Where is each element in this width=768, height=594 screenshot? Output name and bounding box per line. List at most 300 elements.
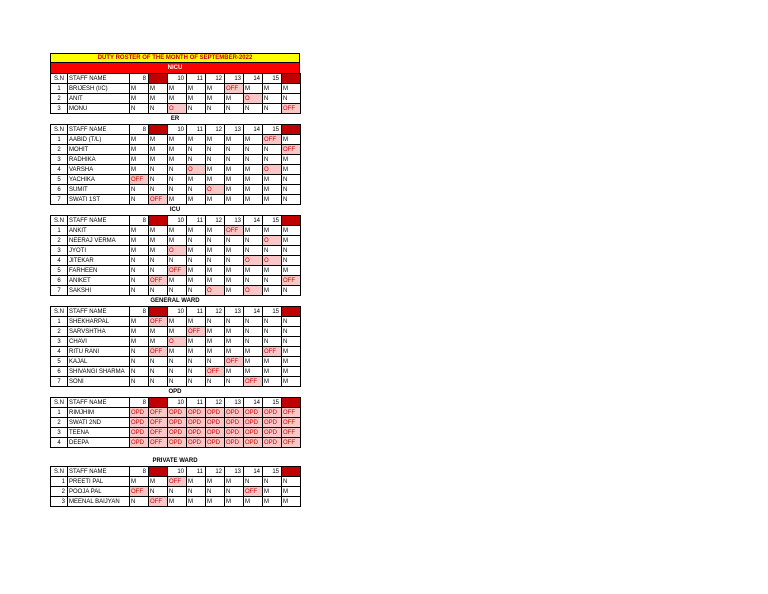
day-header: 11 bbox=[187, 307, 206, 317]
shift-cell: M bbox=[206, 94, 225, 104]
serial-number: 3 bbox=[51, 428, 68, 438]
shift-cell: M bbox=[187, 195, 206, 205]
roster-table bbox=[50, 124, 301, 205]
staff-name: SONI bbox=[68, 377, 130, 387]
shift-cell: N bbox=[130, 497, 149, 507]
day-header: 16 bbox=[282, 467, 301, 477]
staff-name: CHAVI bbox=[68, 337, 130, 347]
day-header: 11 bbox=[187, 216, 206, 226]
serial-number: 6 bbox=[51, 367, 68, 377]
shift-cell: N bbox=[263, 337, 282, 347]
staff-name: RITU RANI bbox=[68, 347, 130, 357]
table-row bbox=[51, 276, 301, 286]
day-header: 10 bbox=[168, 467, 187, 477]
shift-cell: OPD bbox=[263, 428, 282, 438]
shift-cell: M bbox=[168, 347, 187, 357]
shift-cell: N bbox=[130, 377, 149, 387]
shift-cell: M bbox=[225, 94, 244, 104]
shift-cell: N bbox=[225, 377, 244, 387]
shift-cell: N bbox=[263, 246, 282, 256]
shift-cell: M bbox=[225, 327, 244, 337]
shift-cell: N bbox=[282, 317, 301, 327]
staff-name: RIMJHIM bbox=[68, 408, 130, 418]
shift-cell: M bbox=[225, 266, 244, 276]
shift-cell: OFF bbox=[282, 418, 301, 428]
shift-cell: M bbox=[130, 337, 149, 347]
shift-cell: N bbox=[206, 377, 225, 387]
shift-cell: OPD bbox=[187, 438, 206, 448]
serial-number: 1 bbox=[51, 477, 68, 487]
serial-number: 6 bbox=[51, 276, 68, 286]
staff-name: MOHIT bbox=[68, 145, 130, 155]
shift-cell: N bbox=[149, 185, 168, 195]
shift-cell: M bbox=[263, 195, 282, 205]
shift-cell: M bbox=[263, 185, 282, 195]
shift-cell: M bbox=[225, 477, 244, 487]
shift-cell: N bbox=[187, 104, 206, 114]
day-header: 13 bbox=[225, 467, 244, 477]
staff-name: DEEPA bbox=[68, 438, 130, 448]
shift-cell: N bbox=[149, 377, 168, 387]
shift-cell: OPD bbox=[225, 408, 244, 418]
staff-name: SAKSHI bbox=[68, 286, 130, 296]
shift-cell: M bbox=[282, 487, 301, 497]
shift-cell: M bbox=[225, 276, 244, 286]
shift-cell: OPD bbox=[187, 418, 206, 428]
shift-cell: OFF bbox=[130, 175, 149, 185]
shift-cell: N bbox=[244, 155, 263, 165]
day-header: 16 bbox=[282, 125, 301, 135]
shift-cell: N bbox=[149, 367, 168, 377]
table-row bbox=[51, 94, 301, 104]
shift-cell: N bbox=[130, 357, 149, 367]
shift-cell: OFF bbox=[282, 428, 301, 438]
shift-cell: OPD bbox=[168, 408, 187, 418]
shift-cell: N bbox=[244, 477, 263, 487]
shift-cell: N bbox=[225, 317, 244, 327]
shift-cell: OFF bbox=[149, 408, 168, 418]
staff-name: PREETI PAL bbox=[68, 477, 130, 487]
shift-cell: M bbox=[130, 246, 149, 256]
shift-cell: N bbox=[263, 94, 282, 104]
shift-cell: O bbox=[187, 165, 206, 175]
shift-cell: M bbox=[130, 226, 149, 236]
shift-cell: M bbox=[225, 185, 244, 195]
shift-cell: N bbox=[168, 165, 187, 175]
shift-cell: N bbox=[168, 286, 187, 296]
shift-cell: M bbox=[206, 327, 225, 337]
shift-cell: M bbox=[244, 497, 263, 507]
shift-cell: N bbox=[263, 145, 282, 155]
shift-cell: N bbox=[225, 104, 244, 114]
table-row bbox=[51, 226, 301, 236]
shift-cell: M bbox=[130, 327, 149, 337]
serial-number: 2 bbox=[51, 94, 68, 104]
shift-cell: M bbox=[263, 367, 282, 377]
shift-cell: M bbox=[130, 317, 149, 327]
table-row bbox=[51, 428, 301, 438]
shift-cell: M bbox=[282, 226, 301, 236]
shift-cell: M bbox=[206, 266, 225, 276]
shift-cell: O bbox=[263, 236, 282, 246]
shift-cell: N bbox=[130, 185, 149, 195]
day-header: 9 bbox=[149, 307, 168, 317]
roster-title: DUTY ROSTER OF THE MONTH OF SEPTEMBER-2022 bbox=[50, 53, 300, 63]
section-title: ICU bbox=[169, 207, 181, 213]
shift-cell: N bbox=[130, 195, 149, 205]
shift-cell: N bbox=[225, 155, 244, 165]
shift-cell: M bbox=[168, 276, 187, 286]
table-row bbox=[51, 367, 301, 377]
day-header: 10 bbox=[168, 125, 187, 135]
shift-cell: O bbox=[244, 286, 263, 296]
shift-cell: N bbox=[263, 317, 282, 327]
serial-number: 1 bbox=[51, 226, 68, 236]
day-header: 11 bbox=[187, 467, 206, 477]
day-header: 10 bbox=[168, 74, 187, 84]
shift-cell: OPD bbox=[244, 418, 263, 428]
day-header: 14 bbox=[244, 125, 263, 135]
shift-cell: N bbox=[282, 337, 301, 347]
shift-cell: N bbox=[244, 337, 263, 347]
shift-cell: N bbox=[168, 175, 187, 185]
shift-cell: OFF bbox=[149, 317, 168, 327]
shift-cell: OPD bbox=[263, 438, 282, 448]
serial-number: 3 bbox=[51, 246, 68, 256]
shift-cell: O bbox=[168, 246, 187, 256]
shift-cell: N bbox=[263, 276, 282, 286]
section-title: GENERAL WARD bbox=[150, 298, 200, 304]
day-header: 16 bbox=[282, 216, 301, 226]
shift-cell: N bbox=[244, 145, 263, 155]
shift-cell: N bbox=[282, 195, 301, 205]
staff-name: BRIJESH (I/C) bbox=[68, 84, 130, 94]
shift-cell: OPD bbox=[130, 418, 149, 428]
shift-cell: N bbox=[149, 266, 168, 276]
serial-number: 2 bbox=[51, 236, 68, 246]
day-header: 12 bbox=[206, 398, 225, 408]
shift-cell: OFF bbox=[263, 347, 282, 357]
staff-name: SWATI 1ST bbox=[68, 195, 130, 205]
shift-cell: M bbox=[168, 497, 187, 507]
table-row bbox=[51, 195, 301, 205]
shift-cell: N bbox=[168, 185, 187, 195]
sn-header: S.N bbox=[51, 125, 68, 135]
shift-cell: M bbox=[130, 236, 149, 246]
staff-name: SWATI 2ND bbox=[68, 418, 130, 428]
shift-cell: M bbox=[263, 84, 282, 94]
staff-name: RADHIKA bbox=[68, 155, 130, 165]
shift-cell: N bbox=[282, 94, 301, 104]
shift-cell: N bbox=[263, 155, 282, 165]
day-header: 15 bbox=[263, 74, 282, 84]
shift-cell: M bbox=[206, 497, 225, 507]
shift-cell: OFF bbox=[225, 84, 244, 94]
shift-cell: M bbox=[244, 84, 263, 94]
shift-cell: N bbox=[187, 286, 206, 296]
header-row bbox=[51, 307, 301, 317]
table-row bbox=[51, 347, 301, 357]
roster-table bbox=[50, 215, 301, 296]
serial-number: 3 bbox=[51, 337, 68, 347]
serial-number: 1 bbox=[51, 135, 68, 145]
day-header: 9 bbox=[149, 467, 168, 477]
shift-cell: N bbox=[187, 357, 206, 367]
shift-cell: N bbox=[206, 357, 225, 367]
shift-cell: OPD bbox=[130, 438, 149, 448]
serial-number: 4 bbox=[51, 165, 68, 175]
shift-cell: M bbox=[282, 357, 301, 367]
day-header: 9 bbox=[149, 398, 168, 408]
shift-cell: M bbox=[225, 286, 244, 296]
shift-cell: M bbox=[282, 84, 301, 94]
shift-cell: M bbox=[187, 266, 206, 276]
day-header: 8 bbox=[130, 125, 149, 135]
shift-cell: OFF bbox=[206, 367, 225, 377]
day-header: 15 bbox=[263, 307, 282, 317]
shift-cell: O bbox=[206, 286, 225, 296]
table-row bbox=[51, 438, 301, 448]
shift-cell: M bbox=[149, 135, 168, 145]
day-header: 11 bbox=[187, 74, 206, 84]
shift-cell: M bbox=[263, 286, 282, 296]
roster-table bbox=[50, 397, 301, 448]
shift-cell: OPD bbox=[168, 438, 187, 448]
day-header: 8 bbox=[130, 74, 149, 84]
table-row bbox=[51, 487, 301, 497]
shift-cell: OFF bbox=[168, 477, 187, 487]
shift-cell: M bbox=[206, 276, 225, 286]
day-header: 10 bbox=[168, 216, 187, 226]
section-title: NICU bbox=[50, 63, 300, 73]
shift-cell: OFF bbox=[149, 276, 168, 286]
shift-cell: OPD bbox=[206, 438, 225, 448]
table-row bbox=[51, 155, 301, 165]
staff-name: SARVSHTHA bbox=[68, 327, 130, 337]
shift-cell: N bbox=[187, 256, 206, 266]
shift-cell: OPD bbox=[225, 438, 244, 448]
staff-name: SHEKHARPAL bbox=[68, 317, 130, 327]
shift-cell: M bbox=[168, 195, 187, 205]
day-header: 13 bbox=[225, 307, 244, 317]
shift-cell: M bbox=[149, 145, 168, 155]
shift-cell: OFF bbox=[187, 327, 206, 337]
shift-cell: N bbox=[149, 256, 168, 266]
day-header: 14 bbox=[244, 398, 263, 408]
shift-cell: N bbox=[187, 185, 206, 195]
shift-cell: M bbox=[263, 377, 282, 387]
day-header: 8 bbox=[130, 398, 149, 408]
staff-name: NEERAJ VERMA bbox=[68, 236, 130, 246]
shift-cell: M bbox=[244, 135, 263, 145]
shift-cell: OPD bbox=[168, 418, 187, 428]
staff-name-header: STAFF NAME bbox=[68, 125, 130, 135]
serial-number: 5 bbox=[51, 175, 68, 185]
shift-cell: N bbox=[244, 276, 263, 286]
shift-cell: N bbox=[149, 104, 168, 114]
shift-cell: O bbox=[244, 94, 263, 104]
shift-cell: M bbox=[206, 337, 225, 347]
shift-cell: N bbox=[282, 327, 301, 337]
shift-cell: M bbox=[130, 84, 149, 94]
serial-number: 2 bbox=[51, 418, 68, 428]
serial-number: 3 bbox=[51, 104, 68, 114]
table-row bbox=[51, 165, 301, 175]
shift-cell: OPD bbox=[244, 438, 263, 448]
day-header: 8 bbox=[130, 307, 149, 317]
table-row bbox=[51, 135, 301, 145]
staff-name: MONU bbox=[68, 104, 130, 114]
shift-cell: N bbox=[225, 145, 244, 155]
shift-cell: M bbox=[244, 266, 263, 276]
shift-cell: OPD bbox=[244, 408, 263, 418]
sn-header: S.N bbox=[51, 307, 68, 317]
day-header: 12 bbox=[206, 307, 225, 317]
staff-name-header: STAFF NAME bbox=[68, 74, 130, 84]
shift-cell: O bbox=[206, 185, 225, 195]
staff-name: MEENAL BAIJYAN bbox=[68, 497, 130, 507]
shift-cell: N bbox=[244, 317, 263, 327]
shift-cell: N bbox=[130, 256, 149, 266]
shift-cell: N bbox=[244, 246, 263, 256]
day-header: 13 bbox=[225, 398, 244, 408]
shift-cell: M bbox=[168, 145, 187, 155]
shift-cell: N bbox=[282, 477, 301, 487]
shift-cell: OFF bbox=[244, 377, 263, 387]
shift-cell: N bbox=[187, 236, 206, 246]
shift-cell: M bbox=[168, 135, 187, 145]
shift-cell: OFF bbox=[263, 135, 282, 145]
day-header: 15 bbox=[263, 398, 282, 408]
shift-cell: M bbox=[244, 226, 263, 236]
staff-name-header: STAFF NAME bbox=[68, 398, 130, 408]
staff-name: KAJAL bbox=[68, 357, 130, 367]
day-header: 13 bbox=[225, 216, 244, 226]
shift-cell: N bbox=[206, 317, 225, 327]
shift-cell: M bbox=[225, 337, 244, 347]
shift-cell: M bbox=[244, 367, 263, 377]
shift-cell: M bbox=[149, 327, 168, 337]
shift-cell: N bbox=[225, 256, 244, 266]
staff-name: TEENA bbox=[68, 428, 130, 438]
staff-name: JYOTI bbox=[68, 246, 130, 256]
shift-cell: OPD bbox=[225, 418, 244, 428]
shift-cell: M bbox=[149, 226, 168, 236]
section-title: PRIVATE WARD bbox=[152, 458, 198, 464]
shift-cell: M bbox=[149, 155, 168, 165]
serial-number: 4 bbox=[51, 347, 68, 357]
shift-cell: OFF bbox=[149, 195, 168, 205]
shift-cell: OPD bbox=[187, 408, 206, 418]
shift-cell: M bbox=[263, 357, 282, 367]
day-header: 14 bbox=[244, 467, 263, 477]
day-header: 8 bbox=[130, 467, 149, 477]
shift-cell: N bbox=[149, 286, 168, 296]
shift-cell: M bbox=[263, 487, 282, 497]
staff-name-header: STAFF NAME bbox=[68, 307, 130, 317]
table-row bbox=[51, 408, 301, 418]
shift-cell: M bbox=[187, 337, 206, 347]
shift-cell: M bbox=[282, 266, 301, 276]
staff-name: FARHEEN bbox=[68, 266, 130, 276]
table-row bbox=[51, 84, 301, 94]
shift-cell: OFF bbox=[282, 438, 301, 448]
shift-cell: O bbox=[168, 337, 187, 347]
roster-table bbox=[50, 466, 301, 507]
table-row bbox=[51, 185, 301, 195]
shift-cell: M bbox=[149, 94, 168, 104]
staff-name: YACHIKA bbox=[68, 175, 130, 185]
serial-number: 1 bbox=[51, 317, 68, 327]
shift-cell: M bbox=[206, 226, 225, 236]
shift-cell: M bbox=[187, 347, 206, 357]
header-row bbox=[51, 216, 301, 226]
shift-cell: OFF bbox=[149, 428, 168, 438]
shift-cell: M bbox=[130, 477, 149, 487]
roster-sections bbox=[50, 63, 300, 507]
shift-cell: OPD bbox=[225, 428, 244, 438]
shift-cell: N bbox=[130, 286, 149, 296]
header-row bbox=[51, 125, 301, 135]
shift-cell: OPD bbox=[168, 428, 187, 438]
shift-cell: N bbox=[206, 236, 225, 246]
shift-cell: OPD bbox=[130, 428, 149, 438]
shift-cell: O bbox=[263, 256, 282, 266]
shift-cell: M bbox=[225, 367, 244, 377]
shift-cell: OPD bbox=[130, 408, 149, 418]
serial-number: 1 bbox=[51, 408, 68, 418]
table-row bbox=[51, 175, 301, 185]
shift-cell: OPD bbox=[206, 408, 225, 418]
table-row bbox=[51, 497, 301, 507]
table-row bbox=[51, 477, 301, 487]
duty-roster bbox=[50, 53, 300, 507]
shift-cell: N bbox=[244, 236, 263, 246]
shift-cell: M bbox=[130, 145, 149, 155]
day-header: 12 bbox=[206, 74, 225, 84]
shift-cell: N bbox=[168, 487, 187, 497]
shift-cell: OPD bbox=[206, 418, 225, 428]
shift-cell: OFF bbox=[149, 418, 168, 428]
shift-cell: N bbox=[149, 357, 168, 367]
shift-cell: M bbox=[225, 195, 244, 205]
shift-cell: OFF bbox=[225, 357, 244, 367]
table-row bbox=[51, 327, 301, 337]
shift-cell: N bbox=[168, 377, 187, 387]
shift-cell: N bbox=[263, 104, 282, 114]
serial-number: 7 bbox=[51, 377, 68, 387]
day-header: 14 bbox=[244, 216, 263, 226]
staff-name: VARSHA bbox=[68, 165, 130, 175]
day-header: 16 bbox=[282, 74, 301, 84]
day-header: 8 bbox=[130, 216, 149, 226]
shift-cell: M bbox=[187, 317, 206, 327]
table-row bbox=[51, 266, 301, 276]
shift-cell: N bbox=[187, 367, 206, 377]
table-row bbox=[51, 145, 301, 155]
shift-cell: M bbox=[282, 497, 301, 507]
staff-name: ANIKET bbox=[68, 276, 130, 286]
shift-cell: OFF bbox=[149, 438, 168, 448]
table-row bbox=[51, 236, 301, 246]
shift-cell: M bbox=[263, 266, 282, 276]
day-header: 9 bbox=[149, 216, 168, 226]
serial-number: 4 bbox=[51, 256, 68, 266]
serial-number: 5 bbox=[51, 266, 68, 276]
serial-number: 4 bbox=[51, 438, 68, 448]
shift-cell: M bbox=[187, 226, 206, 236]
shift-cell: M bbox=[168, 236, 187, 246]
